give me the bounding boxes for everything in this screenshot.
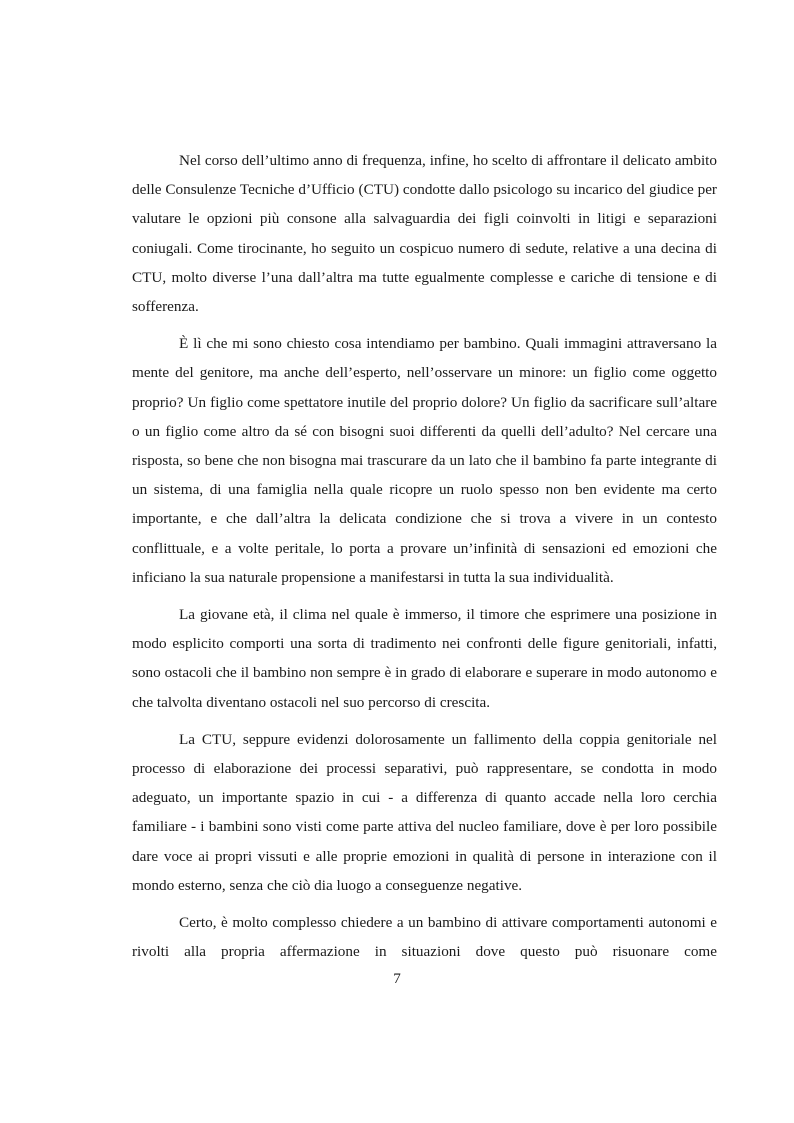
paragraph-1: Nel corso dell’ultimo anno di frequenza, infine, ho scelto di affrontare il delicato ambito delle Consulenze Tecniche d’Ufficio (CTU) condotte dallo psicologo su incarico del giudice per valutare le opzioni più consone alla salvaguardia dei figli coinvolti in litigi e separazioni coniugali. Come tirocinante, ho seguito un cospicuo numero di sedute, relative a una decina di CTU, molto diverse l’una dall’altra ma tutte egualmente complesse e cariche di tensione e di sofferenza. — [132, 152, 717, 316]
body-text — [132, 146, 717, 974]
paragraph-4: La CTU, seppure evidenzi dolorosamente un fallimento della coppia genitoriale nel processo di elaborazione dei processi separativi, può rappresentare, se condotta in modo adeguato, un importante spazio in cui - a differenza di quanto accade nella loro cerchia familiare - i bambini sono visti come parte attiva del nucleo familiare, dove è per loro possibile dare voce ai propri vissuti e alle proprie emozioni in qualità di persone in interazione con il mondo esterno, senza che ciò dia luogo a conseguenze negative. — [132, 730, 717, 894]
paragraph-5: Certo, è molto complesso chiedere a un bambino di attivare comportamenti autonomi e rivolti alla propria affermazione in situazioni dove questo può risuonare come — [132, 914, 717, 961]
paragraph-2: È lì che mi sono chiesto cosa intendiamo per bambino. Quali immagini attraversano la mente del genitore, ma anche dell’esperto, nell’osservare un minore: un figlio come oggetto proprio? Un figlio come spettatore inutile del proprio dolore? Un figlio da sacrificare sull’altare o un figlio come altro da sé con bisogni suoi differenti da quelli dell’adulto? Nel cercare una risposta, so bene che non bisogna mai trascurare da un lato che il bambino fa parte integrante di un sistema, di una famiglia nella quale ricopre un ruolo spesso non ben evidente ma certo importante, e che dall’altra la delicata condizione che si trova a vivere in un contesto conflittuale, e a volte peritale, lo porta a provare un’infinità di sensazioni ed emozioni che inficiano la sua naturale propensione a manifestarsi in tutta la sua individualità. — [132, 335, 717, 586]
paragraph-3: La giovane età, il clima nel quale è immerso, il timore che esprimere una posizione in modo esplicito comporti una sorta di tradimento nei confronti delle figure genitoriali, infatti, sono ostacoli che il bambino non sempre è in grado di elaborare e superare in modo autonomo e che talvolta diventano ostacoli nel suo percorso di crescita. — [132, 606, 717, 711]
page-number: 7 — [393, 970, 401, 987]
